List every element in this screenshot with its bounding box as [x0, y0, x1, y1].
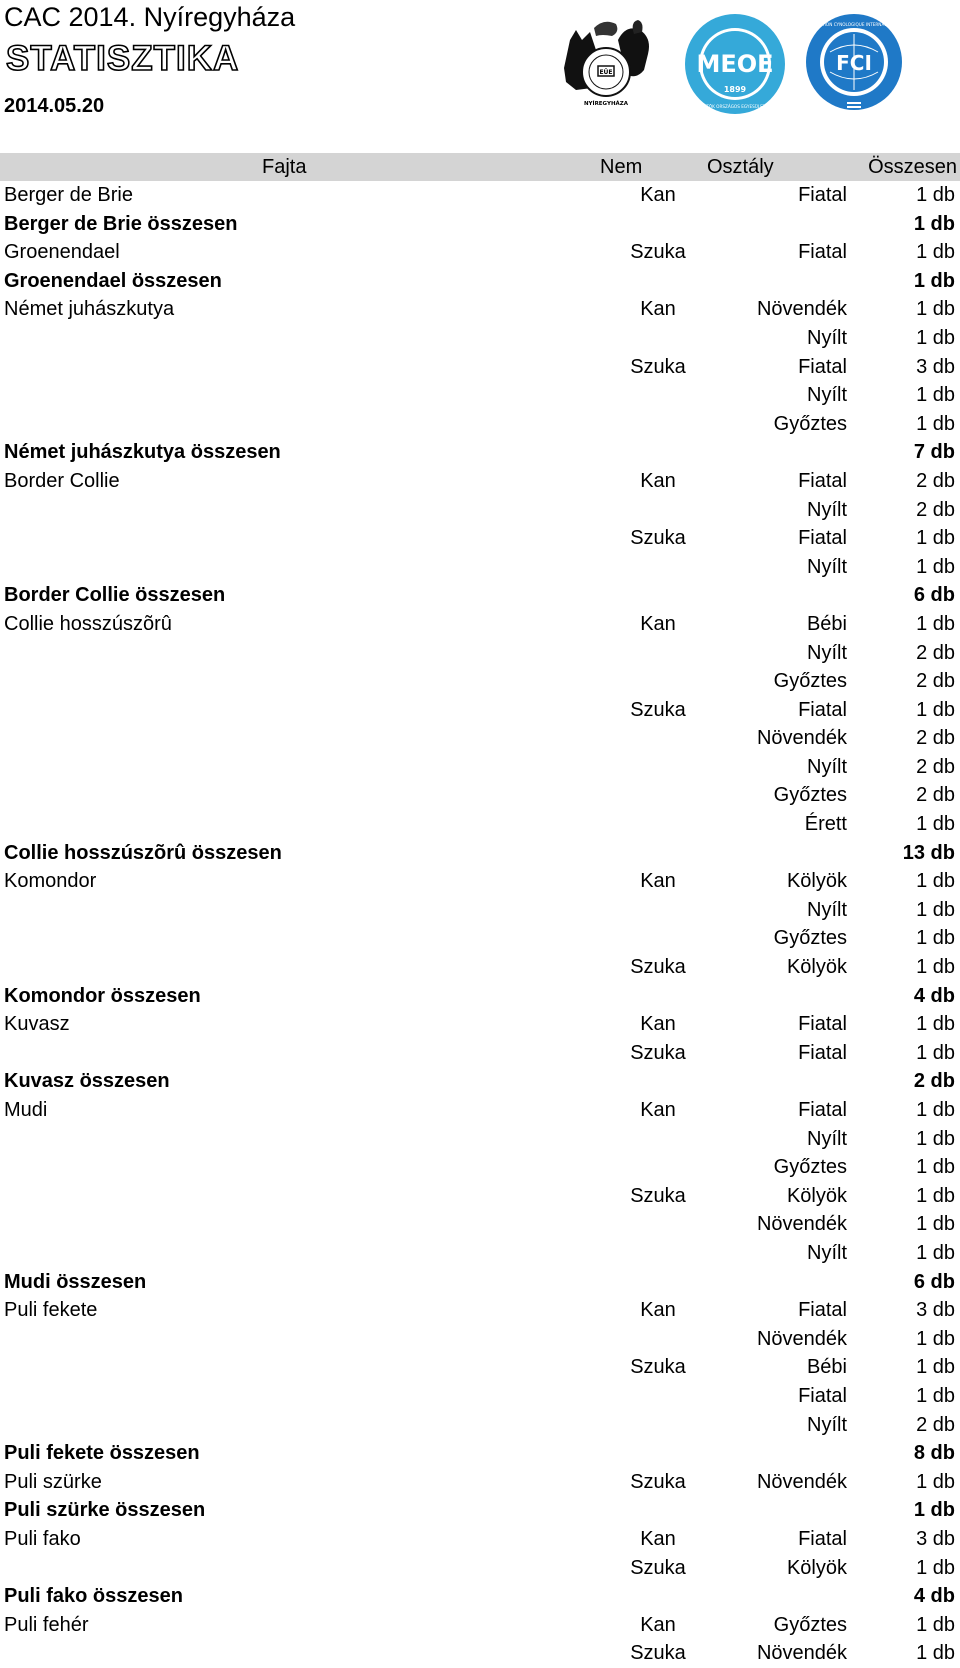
- table-row: [0, 1010, 960, 1039]
- class-cell: Fiatal: [798, 527, 847, 550]
- class-cell: Kölyök: [786, 870, 847, 893]
- count-cell: 1 db: [916, 1556, 955, 1579]
- count-cell: 2 db: [916, 1413, 955, 1436]
- table-row: [0, 1153, 960, 1182]
- sex-cell: Kan: [640, 469, 676, 492]
- class-cell: Fiatal: [798, 1013, 847, 1036]
- table-row: [0, 953, 960, 982]
- meoe-logo-year: 1899: [723, 85, 747, 94]
- sex-cell: Szuka: [630, 956, 686, 979]
- breed-cell: Puli fehér: [4, 1613, 89, 1636]
- class-cell: Fiatal: [798, 1099, 847, 1121]
- table-row: [0, 238, 960, 267]
- count-cell: 3 db: [916, 355, 955, 378]
- table-row: [0, 295, 960, 324]
- class-cell: Győztes: [773, 1613, 847, 1636]
- page-title: CAC 2014. Nyíregyháza: [4, 2, 296, 32]
- count-cell: 1 db: [913, 269, 955, 292]
- table-row: [0, 324, 960, 353]
- count-cell: 1 db: [916, 1356, 955, 1379]
- table-row: [0, 1210, 960, 1239]
- class-cell: Fiatal: [798, 1384, 847, 1407]
- count-cell: 1 db: [916, 527, 955, 550]
- sex-cell: Szuka: [630, 1556, 686, 1579]
- count-cell: 1 db: [916, 1384, 955, 1407]
- class-cell: Nyílt: [807, 898, 847, 921]
- breed-cell: Német juhászkutya: [4, 298, 175, 321]
- breed-cell: Puli szürke összesen: [4, 1499, 206, 1522]
- class-cell: Fiatal: [798, 469, 847, 492]
- class-cell: Fiatal: [798, 355, 847, 378]
- sex-cell: Szuka: [630, 1470, 686, 1493]
- table-row: [0, 1182, 960, 1211]
- table-row: [0, 1468, 960, 1497]
- class-cell: Fiatal: [798, 1299, 847, 1322]
- count-cell: 4 db: [913, 1585, 955, 1608]
- class-cell: Fiatal: [798, 241, 847, 264]
- count-cell: 1 db: [916, 1613, 955, 1636]
- breed-cell: Mudi: [4, 1099, 48, 1121]
- sex-cell: Szuka: [630, 1184, 686, 1207]
- table-row-total: [0, 210, 960, 239]
- table-row-total: [0, 1439, 960, 1468]
- count-cell: 1 db: [916, 898, 955, 921]
- count-cell: 1 db: [916, 1013, 955, 1036]
- sex-cell: Kan: [640, 298, 676, 321]
- sex-cell: Szuka: [630, 241, 686, 264]
- count-cell: 1 db: [916, 612, 955, 635]
- count-cell: 2 db: [913, 1070, 955, 1093]
- table-row: [0, 667, 960, 696]
- table-row: [0, 696, 960, 725]
- count-cell: 6 db: [913, 1270, 955, 1293]
- table-row-total: [0, 1067, 960, 1096]
- class-cell: Fiatal: [798, 1041, 847, 1064]
- table-row: [0, 353, 960, 382]
- count-cell: 1 db: [916, 298, 955, 321]
- count-cell: 2 db: [916, 755, 955, 778]
- table-row: [0, 1611, 960, 1640]
- count-cell: 1 db: [916, 241, 955, 264]
- class-cell: Növendék: [756, 727, 847, 750]
- table-row: [0, 724, 960, 753]
- sex-cell: Szuka: [630, 1642, 686, 1665]
- sex-cell: Szuka: [630, 1041, 686, 1064]
- breed-cell: Puli fekete: [4, 1299, 98, 1322]
- table-row-total: [0, 438, 960, 467]
- class-cell: Bébi: [806, 1356, 847, 1379]
- class-cell: Növendék: [756, 1470, 847, 1493]
- class-cell: Növendék: [756, 1327, 847, 1350]
- meoe-logo-ring-text: MAGYAR EBTENYÉSZTŐK ORSZÁGOS EGYESÜLETEINEK SZÖVETSÉGE: [662, 104, 808, 109]
- table-row: [0, 1525, 960, 1554]
- count-cell: 1 db: [913, 212, 955, 235]
- class-cell: Győztes: [773, 1156, 847, 1179]
- sex-cell: Szuka: [630, 698, 686, 721]
- breed-cell: Komondor összesen: [4, 984, 201, 1007]
- count-cell: 8 db: [913, 1442, 955, 1465]
- breed-cell: Puli fako: [4, 1527, 81, 1550]
- event-date: 2014.05.20: [4, 95, 105, 117]
- table-row: [0, 1554, 960, 1583]
- table-row: [0, 867, 960, 896]
- fci-logo-abbr: FCI: [836, 51, 872, 75]
- count-cell: 1 db: [916, 1213, 955, 1236]
- sex-cell: Szuka: [630, 355, 686, 378]
- breed-cell: Groenendael: [4, 241, 120, 264]
- table-row: [0, 610, 960, 639]
- table-row: [0, 410, 960, 439]
- count-cell: 3 db: [916, 1299, 955, 1322]
- class-cell: Nyílt: [807, 1127, 847, 1150]
- table-row: [0, 1353, 960, 1382]
- statistics-heading: STATISZTIKA: [6, 39, 240, 78]
- count-cell: 2 db: [916, 784, 955, 807]
- count-cell: 1 db: [916, 1470, 955, 1493]
- class-cell: Nyílt: [807, 498, 847, 521]
- class-cell: Nyílt: [807, 555, 847, 578]
- table-row: [0, 1239, 960, 1268]
- sex-cell: Kan: [640, 1013, 676, 1036]
- column-header-breed: Fajta: [262, 156, 307, 178]
- breed-cell: Berger de Brie: [4, 184, 133, 206]
- table-row: [0, 924, 960, 953]
- table-row: [0, 1382, 960, 1411]
- breed-cell: Kuvasz: [4, 1013, 70, 1036]
- table-row: [0, 781, 960, 810]
- sex-cell: Kan: [640, 184, 676, 206]
- class-cell: Nyílt: [807, 384, 847, 407]
- table-row: [0, 639, 960, 668]
- count-cell: 1 db: [916, 1041, 955, 1064]
- organization-logos: [556, 10, 956, 118]
- table-row: [0, 1125, 960, 1154]
- class-cell: Nyílt: [807, 641, 847, 664]
- breed-cell: Puli fekete összesen: [4, 1442, 200, 1465]
- table-row-total: [0, 982, 960, 1011]
- table-row-total: [0, 1582, 960, 1611]
- table-row: [0, 1039, 960, 1068]
- count-cell: 2 db: [916, 670, 955, 693]
- count-cell: 1 db: [916, 184, 955, 206]
- class-cell: Kölyök: [786, 956, 847, 979]
- class-cell: Növendék: [756, 298, 847, 321]
- count-cell: 1 db: [916, 1099, 955, 1121]
- breed-cell: Border Collie összesen: [4, 584, 226, 607]
- count-cell: 1 db: [916, 412, 955, 435]
- count-cell: 1 db: [916, 1156, 955, 1179]
- count-cell: 2 db: [916, 641, 955, 664]
- count-cell: 2 db: [916, 469, 955, 492]
- statistics-table: [0, 181, 960, 1668]
- table-row-total: [0, 267, 960, 296]
- table-row: [0, 524, 960, 553]
- class-cell: Fiatal: [798, 184, 847, 206]
- sex-cell: Kan: [640, 612, 676, 635]
- table-row: [0, 1639, 960, 1668]
- breed-cell: Német juhászkutya összesen: [4, 441, 281, 464]
- count-cell: 1 db: [916, 956, 955, 979]
- count-cell: 1 db: [916, 1327, 955, 1350]
- count-cell: 1 db: [913, 1499, 955, 1522]
- class-cell: Nyílt: [807, 755, 847, 778]
- table-row: [0, 496, 960, 525]
- fci-logo-ring-text: FEDERATION CYNOLOGIQUE INTERNATIONALE: [805, 22, 903, 27]
- table-row-total: [0, 581, 960, 610]
- fci-logo: [806, 14, 902, 110]
- table-row: [0, 1411, 960, 1440]
- nyiregyhaza-logo-caption: NYÍREGYHÁZA: [583, 101, 629, 107]
- table-row: [0, 467, 960, 496]
- column-header-class: Osztály: [707, 156, 774, 178]
- table-row: [0, 381, 960, 410]
- count-cell: 1 db: [916, 1184, 955, 1207]
- breed-cell: Komondor: [4, 870, 97, 893]
- class-cell: Győztes: [773, 784, 847, 807]
- class-cell: Győztes: [773, 927, 847, 950]
- column-header-total: Összesen: [868, 156, 957, 178]
- class-cell: Győztes: [773, 412, 847, 435]
- class-cell: Győztes: [773, 670, 847, 693]
- count-cell: 1 db: [916, 698, 955, 721]
- count-cell: 3 db: [916, 1527, 955, 1550]
- class-cell: Nyílt: [807, 1413, 847, 1436]
- count-cell: 1 db: [916, 1642, 955, 1665]
- class-cell: Kölyök: [786, 1184, 847, 1207]
- count-cell: 6 db: [913, 584, 955, 607]
- table-row: [0, 553, 960, 582]
- count-cell: 1 db: [916, 1241, 955, 1264]
- sex-cell: Kan: [640, 1299, 676, 1322]
- class-cell: Nyílt: [807, 326, 847, 349]
- breed-cell: Collie hosszúszõrû összesen: [4, 841, 282, 864]
- table-row: [0, 896, 960, 925]
- table-row-total: [0, 1496, 960, 1525]
- breed-cell: Berger de Brie összesen: [4, 212, 238, 235]
- class-cell: Fiatal: [798, 1527, 847, 1550]
- table-header: [0, 153, 960, 181]
- count-cell: 4 db: [913, 984, 955, 1007]
- count-cell: 1 db: [916, 870, 955, 893]
- count-cell: 1 db: [916, 1127, 955, 1150]
- breed-cell: Puli fako összesen: [4, 1585, 183, 1608]
- sex-cell: Szuka: [630, 1356, 686, 1379]
- svg-text:EÜE: EÜE: [599, 69, 613, 76]
- count-cell: 1 db: [916, 326, 955, 349]
- sex-cell: Szuka: [630, 527, 686, 550]
- table-row: [0, 1325, 960, 1354]
- class-cell: Fiatal: [798, 698, 847, 721]
- sex-cell: Kan: [640, 870, 676, 893]
- table-row: [0, 1096, 960, 1125]
- breed-cell: Mudi összesen: [4, 1270, 147, 1293]
- breed-cell: Collie hosszúszõrû: [4, 612, 172, 635]
- class-cell: Kölyök: [786, 1556, 847, 1579]
- breed-cell: Kuvasz összesen: [4, 1070, 170, 1093]
- table-row: [0, 810, 960, 839]
- column-header-sex: Nem: [600, 156, 643, 178]
- count-cell: 7 db: [913, 441, 955, 464]
- count-cell: 1 db: [916, 927, 955, 950]
- sex-cell: Kan: [640, 1527, 676, 1550]
- class-cell: Növendék: [756, 1213, 847, 1236]
- count-cell: 1 db: [916, 813, 955, 836]
- meoe-logo: [663, 14, 808, 114]
- sex-cell: Kan: [640, 1613, 676, 1636]
- meoe-logo-abbr: MEOE: [696, 50, 774, 78]
- breed-cell: Border Collie: [4, 469, 120, 492]
- sex-cell: Kan: [640, 1099, 676, 1121]
- breed-cell: Puli szürke: [4, 1470, 102, 1493]
- table-row-total: [0, 839, 960, 868]
- nyiregyhaza-club-logo: [564, 20, 649, 107]
- class-cell: Növendék: [756, 1642, 847, 1665]
- class-cell: Bébi: [806, 612, 847, 635]
- class-cell: Érett: [804, 813, 847, 836]
- table-row: [0, 753, 960, 782]
- table-row: [0, 1296, 960, 1325]
- count-cell: 2 db: [916, 498, 955, 521]
- count-cell: 1 db: [916, 384, 955, 407]
- table-row-total: [0, 1268, 960, 1297]
- table-row: [0, 181, 960, 210]
- count-cell: 1 db: [916, 555, 955, 578]
- class-cell: Nyílt: [807, 1241, 847, 1264]
- count-cell: 13 db: [902, 841, 955, 864]
- breed-cell: Groenendael összesen: [4, 269, 222, 292]
- count-cell: 2 db: [916, 727, 955, 750]
